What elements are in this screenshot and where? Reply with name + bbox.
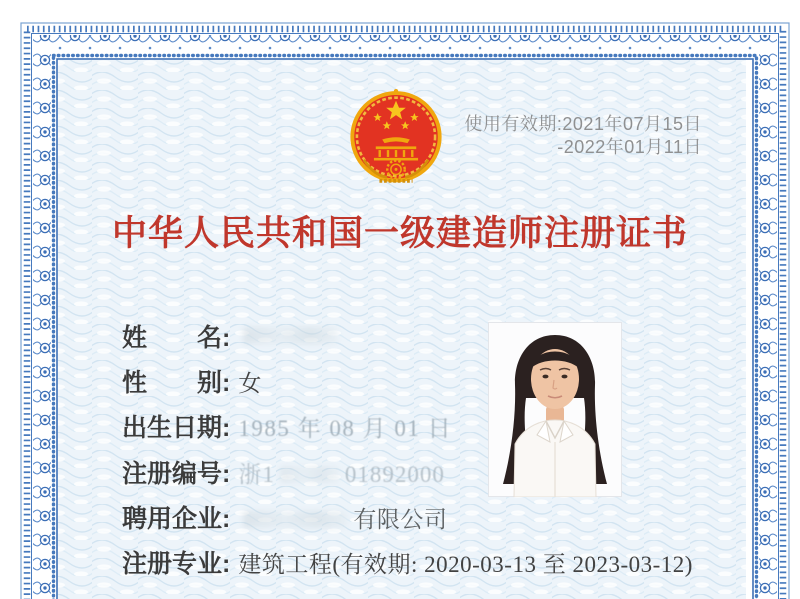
registration-number-label: 注册编号: <box>122 460 231 488</box>
employer-label: 聘用企业: <box>122 505 231 533</box>
registered-major-value: 建筑工程(有效期: 2020-03-13 至 2023-03-12) <box>238 551 693 577</box>
registration-number-tail: 01892000 <box>344 461 445 487</box>
birthdate-value: 1985 年 08 月 01 日 <box>238 415 453 441</box>
field-row-registered-major <box>122 546 693 578</box>
gender-value: 女 <box>238 370 262 396</box>
field-row-gender <box>122 365 262 397</box>
gender-label: 性 别: <box>122 369 231 397</box>
employer-value-suffix: 有限公司 <box>353 506 448 532</box>
redacted-name-value <box>243 327 338 344</box>
name-label: 姓 名: <box>122 324 231 352</box>
redacted-employer-name <box>243 511 348 528</box>
validity-line-2: -2022年01月11日 <box>557 137 702 157</box>
field-row-registration-number <box>122 456 445 488</box>
employer-value <box>238 501 447 534</box>
validity-line-1: 使用有效期:2021年07月15日 <box>464 114 702 134</box>
registration-number-head: 浙1 <box>238 461 275 487</box>
redacted-registration-number <box>280 466 340 483</box>
field-row-name <box>122 320 343 352</box>
validity-period <box>440 113 702 159</box>
portrait-photo <box>488 322 622 497</box>
certificate-title: 中华人民共和国一级建造师注册证书 <box>111 214 688 253</box>
field-row-birthdate <box>122 410 452 442</box>
field-row-employer <box>122 501 447 533</box>
birthdate-label: 出生日期: <box>122 414 231 442</box>
registered-major-label: 注册专业: <box>122 550 231 578</box>
name-value <box>238 323 343 349</box>
prc-national-emblem-icon <box>348 88 444 191</box>
registration-number-value <box>238 456 445 489</box>
